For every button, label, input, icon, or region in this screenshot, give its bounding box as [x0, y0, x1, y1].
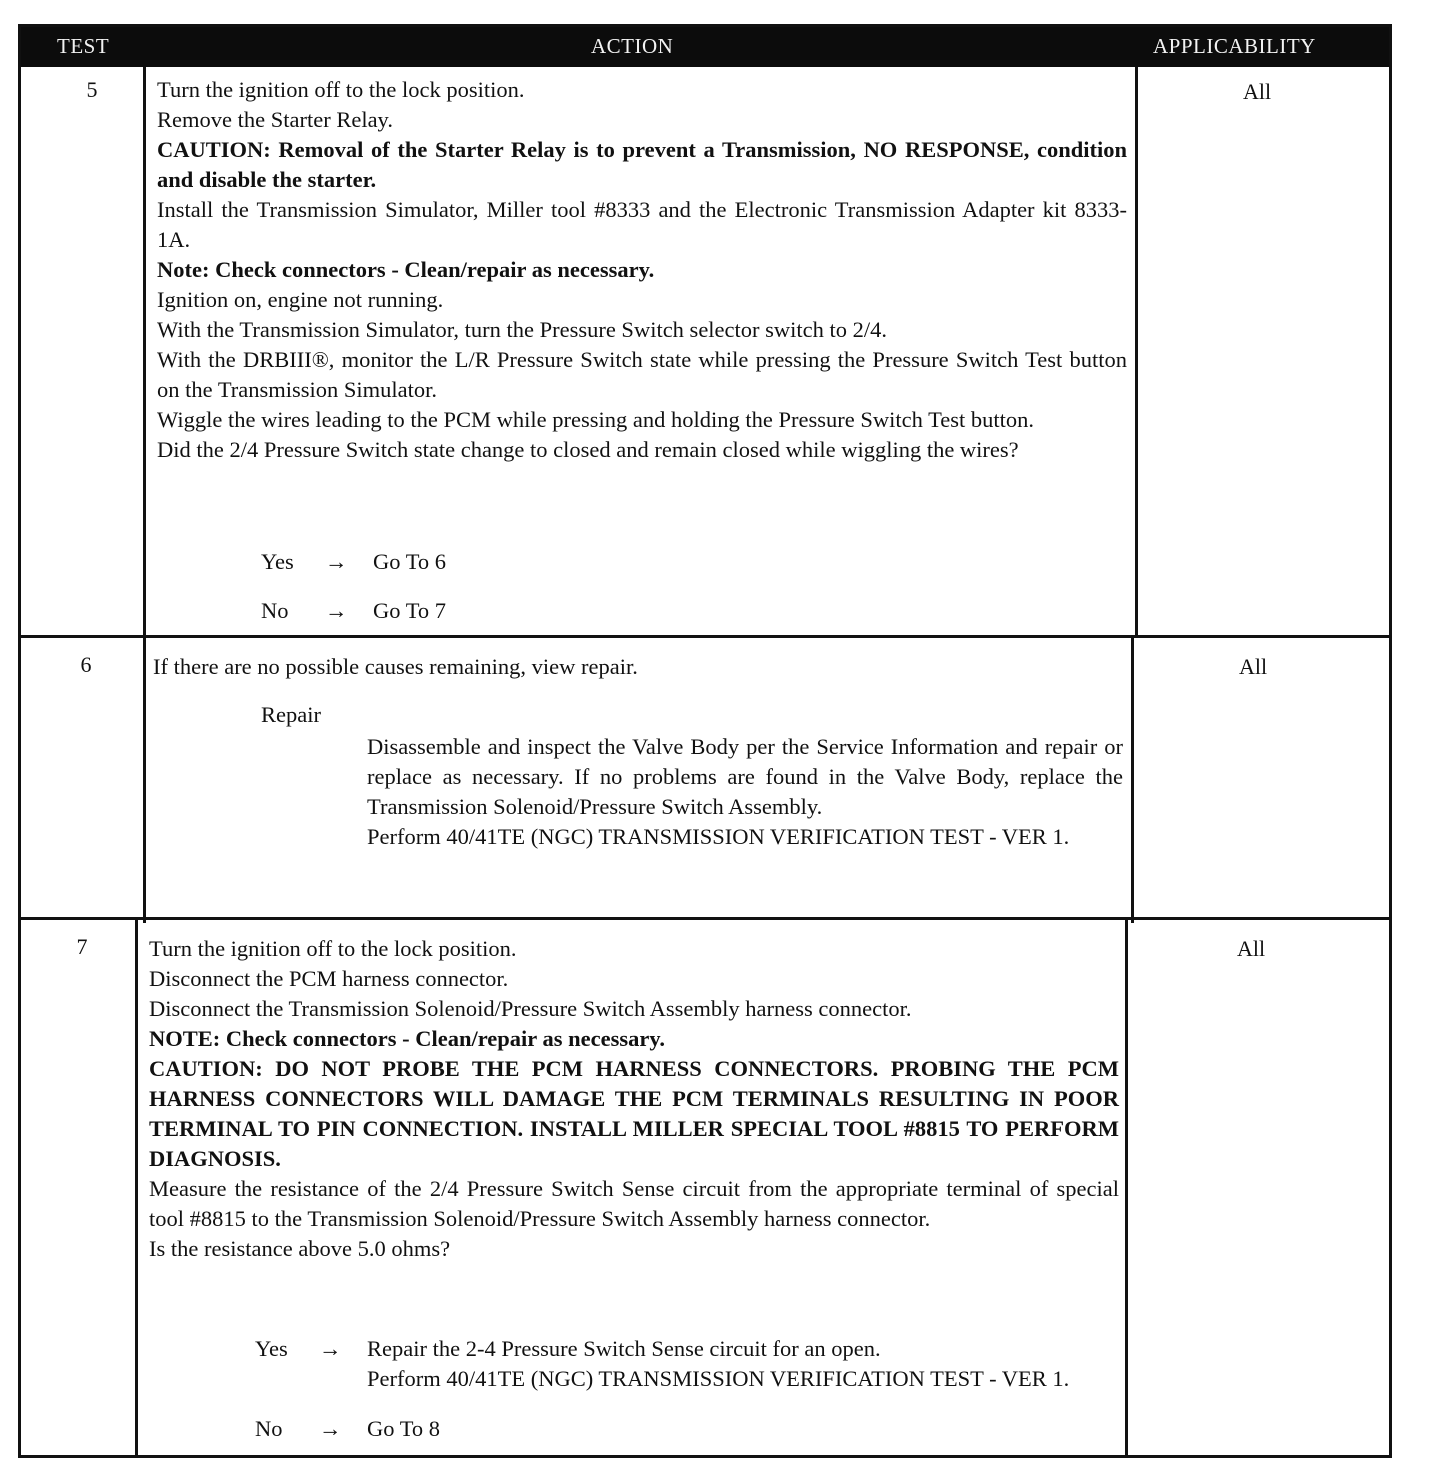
arrow-right-icon: →: [319, 1336, 342, 1361]
header-action: ACTION: [591, 34, 674, 58]
yes-branch: Yes → Go To 6: [261, 547, 1061, 577]
applicability-value: All: [1237, 936, 1266, 961]
no-branch: No → Go To 8: [255, 1414, 1055, 1444]
yes-branch: Yes → Repair the 2-4 Pressure Switch Sense circuit for an open. Perform 40/41TE (NGC) TRANSMISSION VERIFICATION TEST - VER 1.: [255, 1336, 1070, 1391]
applicability-value: All: [1239, 654, 1268, 679]
action-text: Turn the ignition off to the lock position. Remove the Starter Relay. CAUTION: Removal of the Starter Relay is to prevent a Transmission, NO RESPONSE, condition and disable the starter. Install the Transmission Simulator, Miller tool #8333 and the Electronic Transmission Adapter kit 8333-1A. Note: Check connectors - Clean/repair as necessary. Ignition on, engine not running. With the Transmission Simulator, turn the Pressure Switch selector switch to 2/4. With the DRBIII®, monitor the L/R Pressure Switch state while pressing the Pressure Switch Test button on the Transmission Simulator. Wiggle the wires leading to the PCM while pressing and holding the Pressure Switch Test button. Did the 2/4 Pressure Switch state change to closed and remain closed while wiggling the wires?: [157, 77, 1127, 462]
applicability-value: All: [1243, 79, 1272, 104]
repair-instructions: Disassemble and inspect the Valve Body per the Service Information and repair or replace as necessary. If no problems are found in the Valve Body, replace the Transmission Solenoid/Pressure Switch Assembly. Perform 40/41TE (NGC) TRANSMISSION VERIFICATION TEST - VER 1.: [367, 734, 1123, 849]
caution-text: CAUTION: DO NOT PROBE THE PCM HARNESS CONNECTORS. PROBING THE PCM HARNESS CONNECTORS WILL DAMAGE THE PCM TERMINALS RESULTING IN POOR TERMINAL TO PIN CONNECTION. INSTALL MILLER SPECIAL TOOL #8815 TO PERFORM DIAGNOSIS.: [149, 1056, 1119, 1171]
diagnostic-table: [18, 24, 1392, 1458]
table-row-test-5: [21, 67, 1389, 638]
arrow-right-icon: →: [319, 1416, 342, 1441]
caution-text: CAUTION: Removal of the Starter Relay is to prevent a Transmission, NO RESPONSE, condition and disable the starter.: [157, 137, 1127, 192]
note-text: Note: Check connectors - Clean/repair as necessary.: [157, 257, 655, 282]
action-text: Turn the ignition off to the lock position. Disconnect the PCM harness connector. Disconnect the Transmission Solenoid/Pressure Switch Assembly harness connector. NOTE: Check connectors - Clean/repair as necessary. CAUTION: DO NOT PROBE THE PCM HARNESS CONNECTORS. PROBING THE PCM HARNESS CONNECTORS WILL DAMAGE THE PCM TERMINALS RESULTING IN POOR TERMINAL TO PIN CONNECTION. INSTALL MILLER SPECIAL TOOL #8815 TO PERFORM DIAGNOSIS. Measure the resistance of the 2/4 Pressure Switch Sense circuit from the appropriate terminal of special tool #8815 to the Transmission Solenoid/Pressure Switch Assembly harness connector. Is the resistance above 5.0 ohms?: [149, 936, 1119, 1261]
test-number: 7: [76, 934, 88, 959]
arrow-right-icon: →: [325, 549, 348, 574]
table-header: [21, 27, 1389, 67]
table-row-test-7: [21, 917, 1389, 1455]
note-text: NOTE: Check connectors - Clean/repair as necessary.: [149, 1026, 665, 1051]
header-test: TEST: [57, 34, 110, 58]
header-applicability: APPLICABILITY: [1153, 34, 1316, 58]
arrow-right-icon: →: [325, 598, 348, 623]
repair-label: Repair: [261, 702, 321, 727]
no-branch: No → Go To 7: [261, 596, 1061, 626]
test-number: 6: [80, 652, 92, 677]
table-row-test-6: [21, 635, 1389, 920]
test-number: 5: [86, 77, 98, 102]
action-text: If there are no possible causes remaining, view repair.: [153, 654, 638, 679]
